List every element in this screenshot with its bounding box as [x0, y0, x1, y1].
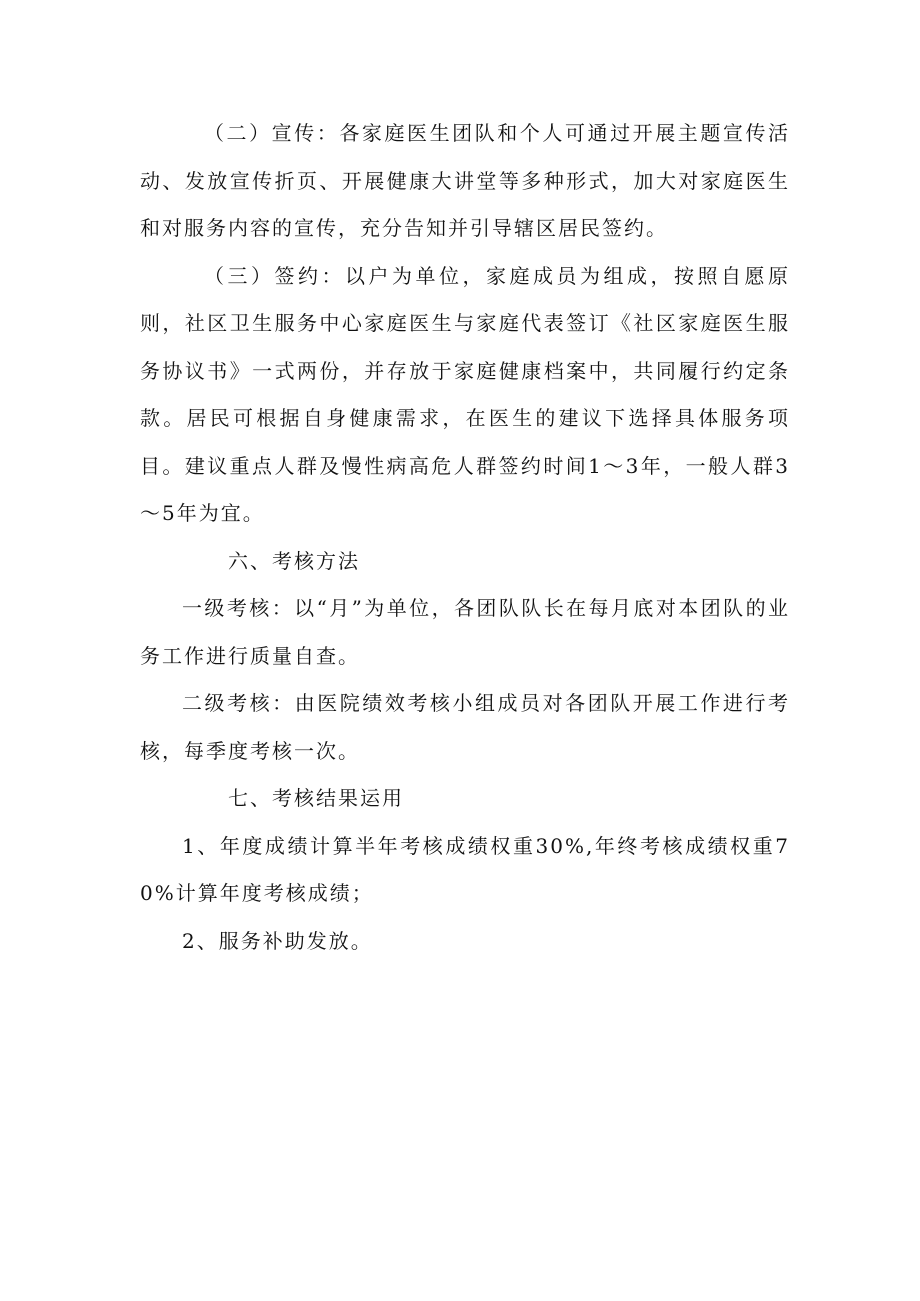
document-body	[140, 110, 790, 965]
paragraph-annual-score: 1、年度成绩计算半年考核成绩权重30%,年终考核成绩权重70%计算年度考核成绩；	[140, 833, 790, 905]
section-heading-result-application: 七、考核结果运用	[228, 786, 404, 810]
paragraph-level-one-assessment: 一级考核：以“月”为单位，各团队队长在每月底对本团队的业务工作进行质量自查。	[140, 596, 790, 668]
section-heading-assessment-method: 六、考核方法	[228, 548, 360, 573]
paragraph-level-two-assessment: 二级考核：由医院绩效考核小组成员对各团队开展工作进行考核，每季度考核一次。	[140, 691, 790, 763]
paragraph-subsidy: 2、服务补助发放。	[182, 928, 373, 953]
paragraph-publicity: （二）宣传：各家庭医生团队和个人可通过开展主题宣传活动、发放宣传折页、开展健康大讲堂等多种形式，加大对家庭医生和对服务内容的宣传，充分告知并引导辖区居民签约。	[140, 121, 790, 240]
paragraph-signing: （三）签约：以户为单位，家庭成员为组成，按照自愿原则，社区卫生服务中心家庭医生与家庭代表签订《社区家庭医生服务协议书》一式两份，并存放于家庭健康档案中，共同履行约定条款。居民可根据自身健康需求，在医生的建议下选择具体服务项目。建议重点人群及慢性病高危人群签约时间1～3年，一般人群3～5年为宜。	[140, 263, 790, 525]
